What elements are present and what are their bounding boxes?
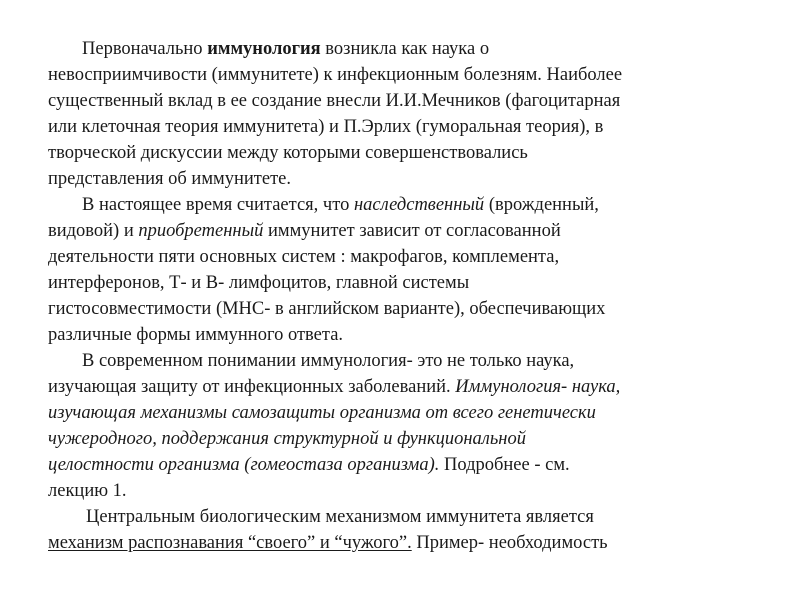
p2-term-acquired: приобретенный (138, 221, 264, 241)
paragraph-1-line-2: невосприимчивости (иммунитете) к инфекционным болезням. Наиболее (48, 65, 623, 85)
paragraph-1-line-3: существенный вклад в ее создание внесли И.И.Мечников (фагоцитарная (48, 91, 621, 111)
paragraph-4-line-2 (48, 530, 768, 556)
p3-definition: целостности организма (гомеостаза организма). (48, 455, 440, 475)
paragraph-4-line-1: Центральным биологическим механизмом иммунитета является (86, 507, 594, 527)
p4-text: Пример- необходимость (411, 533, 608, 553)
p4-underlined-term: механизм распознавания “своего” и “чужого”. (48, 533, 412, 553)
p3-text: изучающая защиту от инфекционных заболеваний. (48, 377, 456, 397)
p2-text: (врожденный, (484, 195, 599, 215)
p3-definition: Иммунология- наука, (455, 377, 621, 397)
paragraph-1-line-5: творческой дискуссии между которыми совершенствовались (48, 143, 528, 163)
p1-term-immunology: иммунология (207, 39, 321, 59)
p2-text: видовой) и (48, 221, 139, 241)
paragraph-2-line-4: интерферонов, Т- и В- лимфоцитов, главной системы (48, 273, 470, 293)
paragraph-1-line-6: представления об иммунитете. (48, 169, 292, 189)
p2-text: В настоящее время считается, что (82, 195, 354, 215)
lecture-text (48, 36, 768, 556)
p2-text: иммунитет зависит от согласованной (263, 221, 561, 241)
paragraph-3-line-1: В современном понимании иммунология- это не только наука, (82, 351, 575, 371)
p1-text: Первоначально (82, 39, 208, 59)
paragraph-3-line-5 (48, 452, 768, 478)
paragraph-1-line-4: или клеточная теория иммунитета) и П.Эрлих (гуморальная теория), в (48, 117, 604, 137)
paragraph-2-line-1 (48, 192, 768, 218)
paragraph-2-line-5: гистосовместимости (МНС- в английском варианте), обеспечивающих (48, 299, 606, 319)
p2-term-hereditary: наследственный (353, 195, 485, 215)
paragraph-2-line-2 (48, 218, 768, 244)
paragraph-3-line-3: изучающая механизмы самозащиты организма от всего генетически (48, 403, 596, 423)
paragraph-2-line-3: деятельности пяти основных систем : макрофагов, комплемента, (48, 247, 560, 267)
paragraph-1-line-1 (48, 36, 768, 62)
paragraph-3-line-6: лекцию 1. (48, 481, 127, 501)
p3-text: Подробнее - см. (439, 455, 570, 475)
paragraph-3-line-4: чужеродного, поддержания структурной и функциональной (48, 429, 526, 449)
paragraph-2-line-6: различные формы иммунного ответа. (48, 325, 344, 345)
p1-text: возникла как наука о (320, 39, 490, 59)
paragraph-3-line-2 (48, 374, 768, 400)
